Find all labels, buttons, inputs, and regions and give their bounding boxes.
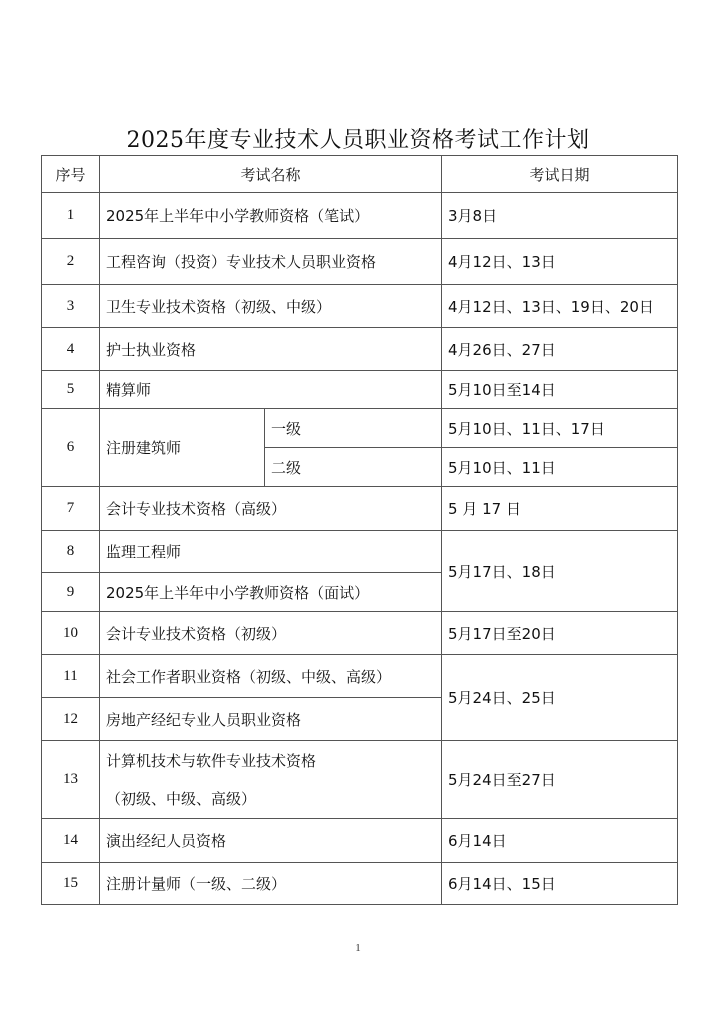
row-date: 5月24日、25日 — [442, 655, 678, 741]
row-name: 2025年上半年中小学教师资格（面试） — [100, 573, 442, 612]
row-date: 4月26日、27日 — [442, 328, 678, 371]
exam-schedule-table — [41, 155, 678, 905]
row-sublevel: 二级 — [265, 448, 442, 487]
row-date: 5月17日、18日 — [442, 531, 678, 612]
row-name: 社会工作者职业资格（初级、中级、高级） — [100, 655, 442, 698]
row-name: 工程咨询（投资）专业技术人员职业资格 — [100, 239, 442, 285]
row-date: 4月12日、13日 — [442, 239, 678, 285]
header-name: 考试名称 — [100, 156, 442, 193]
row-seq: 10 — [42, 612, 100, 655]
row-name: 精算师 — [100, 371, 442, 409]
table-header-row — [42, 156, 678, 193]
row-date: 5月10日至14日 — [442, 371, 678, 409]
row-date: 4月12日、13日、19日、20日 — [442, 285, 678, 328]
row-sublevel: 一级 — [265, 409, 442, 448]
row-name: 2025年上半年中小学教师资格（笔试） — [100, 193, 442, 239]
row-name: 房地产经纪专业人员职业资格 — [100, 698, 442, 741]
row-seq: 15 — [42, 863, 100, 905]
table-row — [42, 819, 678, 863]
row-seq: 7 — [42, 487, 100, 531]
row-date: 5 月 17 日 — [442, 487, 678, 531]
row-name: 会计专业技术资格（高级） — [100, 487, 442, 531]
row-seq: 8 — [42, 531, 100, 573]
table-row — [42, 655, 678, 698]
table-row — [42, 531, 678, 573]
row-seq: 4 — [42, 328, 100, 371]
row-date: 5月17日至20日 — [442, 612, 678, 655]
header-date: 考试日期 — [442, 156, 678, 193]
row-seq: 6 — [42, 409, 100, 487]
row-seq: 2 — [42, 239, 100, 285]
table-row — [42, 328, 678, 371]
row-name: 注册计量师（一级、二级） — [100, 863, 442, 905]
row-name: 演出经纪人员资格 — [100, 819, 442, 863]
table-row — [42, 371, 678, 409]
header-seq: 序号 — [42, 156, 100, 193]
page-title: 2025年度专业技术人员职业资格考试工作计划 — [126, 128, 590, 153]
table-row — [42, 487, 678, 531]
row-seq: 13 — [42, 741, 100, 819]
row-name: 注册建筑师 — [100, 409, 265, 487]
row-date: 5月10日、11日 — [442, 448, 678, 487]
row-name-line2: （初级、中级、高级） — [106, 789, 257, 808]
table-row — [42, 863, 678, 905]
row-seq: 11 — [42, 655, 100, 698]
row-seq: 3 — [42, 285, 100, 328]
table-row — [42, 409, 678, 448]
row-date: 5月24日至27日 — [442, 741, 678, 819]
row-name: 监理工程师 — [100, 531, 442, 573]
table-row — [42, 193, 678, 239]
table-row — [42, 239, 678, 285]
page-number: 1 — [355, 942, 361, 954]
row-name — [100, 741, 442, 819]
row-date: 6月14日、15日 — [442, 863, 678, 905]
table-row — [42, 285, 678, 328]
row-seq: 5 — [42, 371, 100, 409]
row-name: 护士执业资格 — [100, 328, 442, 371]
row-date: 3月8日 — [442, 193, 678, 239]
row-seq: 12 — [42, 698, 100, 741]
row-seq: 14 — [42, 819, 100, 863]
row-name-line1: 计算机技术与软件专业技术资格 — [106, 751, 317, 770]
row-name: 会计专业技术资格（初级） — [100, 612, 442, 655]
row-seq: 9 — [42, 573, 100, 612]
row-date: 5月10日、11日、17日 — [442, 409, 678, 448]
row-seq: 1 — [42, 193, 100, 239]
row-name: 卫生专业技术资格（初级、中级） — [100, 285, 442, 328]
row-date: 6月14日 — [442, 819, 678, 863]
table-row — [42, 612, 678, 655]
table-row — [42, 741, 678, 819]
